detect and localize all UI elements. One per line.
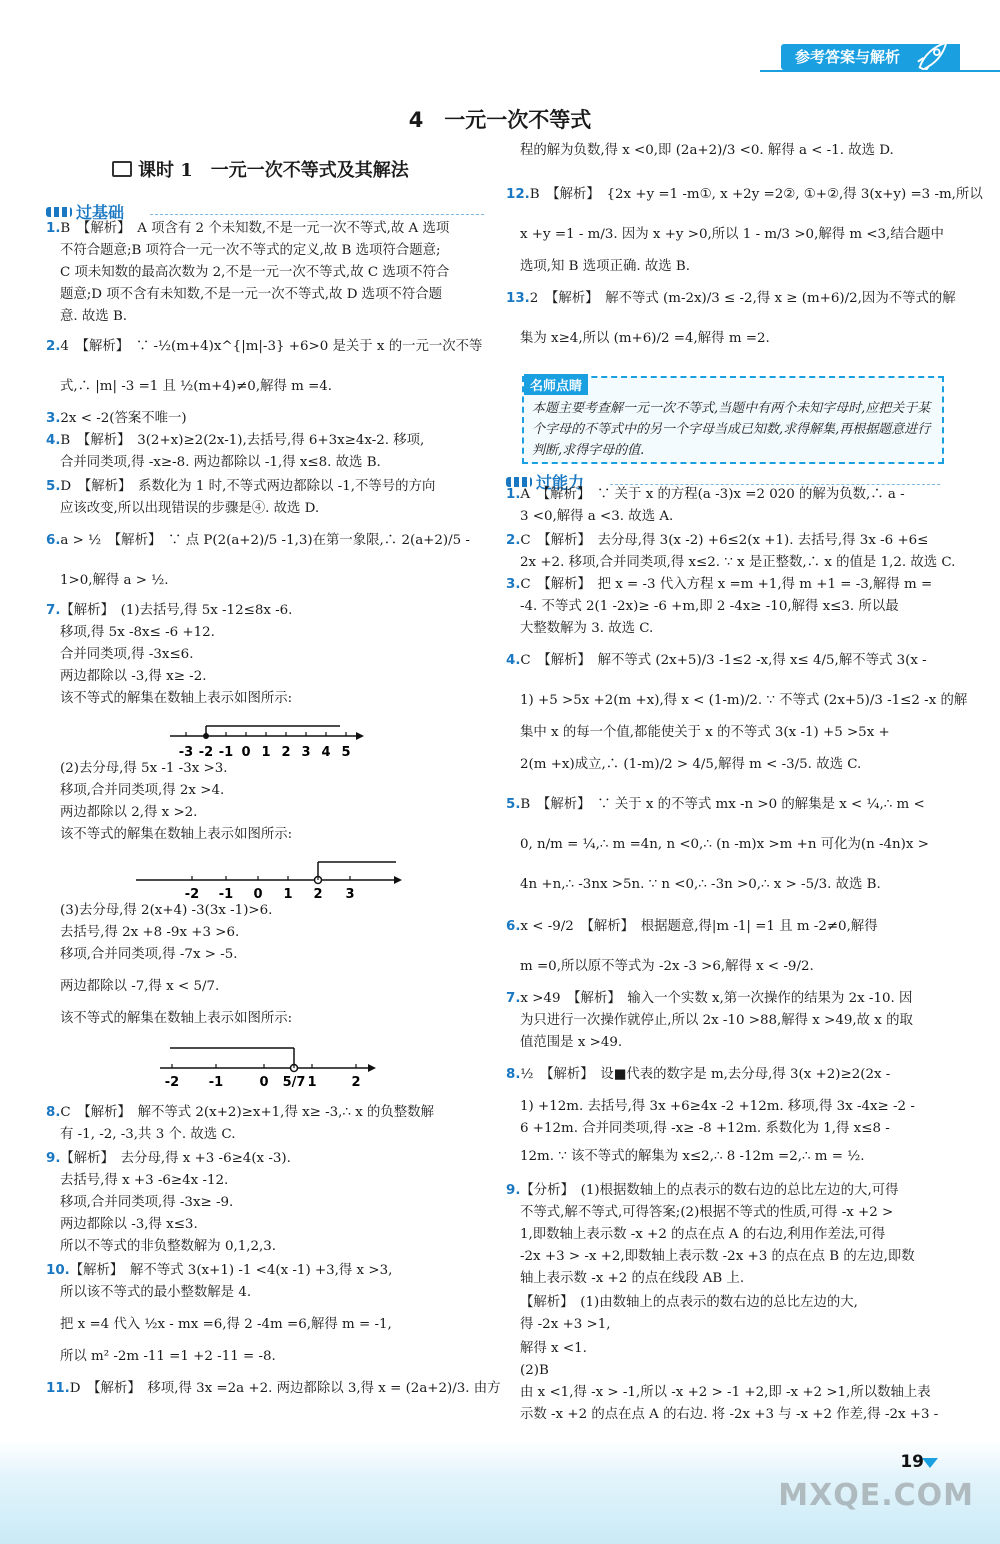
- axis-tick-label: 1: [261, 745, 271, 760]
- answer-line: [46, 218, 449, 240]
- question-number: 10.: [46, 1263, 70, 1278]
- answer-text: 【解析】 解不等式 3(x+1) -1 <4(x -1) +3,得 x >3,: [69, 1263, 393, 1278]
- axis-tick-label: 1: [307, 1075, 317, 1090]
- answer-line: [506, 224, 944, 246]
- answer-text: 值范围是 x >49.: [520, 1035, 623, 1050]
- axis-tick-label: 2: [313, 887, 323, 902]
- question-number: 4.: [506, 653, 521, 668]
- question-number: 9.: [506, 1183, 521, 1198]
- answer-text: 1>0,解得 a > ½.: [60, 573, 169, 588]
- answer-line: [506, 596, 899, 618]
- answer-text: 2 【解析】 解不等式 (m-2x)/3 ≤ -2,得 x ≥ (m+6)/2,因为不等式的解: [529, 291, 956, 306]
- answer-text: 12m. ∵ 该不等式的解集为 x≤2,∴ 8 -12m =2,∴ m = ½.: [520, 1149, 865, 1164]
- answer-line: [506, 690, 967, 712]
- answer-text: x >49 【解析】 输入一个实数 x,第一次操作的结果为 2x -10. 因: [520, 991, 913, 1006]
- answer-text: 两边都除以 2,得 x >2.: [60, 805, 198, 820]
- answer-text: 得 -2x +3 >1,: [520, 1317, 611, 1332]
- axis-tick-label: 0: [259, 1075, 269, 1090]
- answer-text: 移项,得 5x -8x≤ -6 +12.: [60, 625, 215, 640]
- rocket-icon: [914, 38, 952, 74]
- answer-text: 不等式,解不等式,可得答案;(2)根据不等式的性质,可得 -x +2 >: [520, 1205, 894, 1220]
- answer-line: [506, 1032, 622, 1054]
- answer-line: [506, 874, 881, 896]
- answer-text: D 【解析】 移项,得 3x =2a +2. 两边都除以 3,得 x = (2a+2)/3. 由方: [69, 1381, 501, 1396]
- answer-text: 2x +2. 移项,合并同类项,得 x≤2. ∵ x 是正整数,∴ x 的值是 1,2. 故选 C.: [520, 555, 956, 570]
- answer-text: 该不等式的解集在数轴上表示如图所示:: [60, 1011, 293, 1026]
- answer-text: C 【解析】 去分母,得 3(x -2) +6≤2(x +1). 去括号,得 3x -6 +6≤: [520, 533, 929, 548]
- answer-line: [46, 408, 187, 430]
- answer-line: [46, 622, 215, 644]
- tip-text: 本题主要考查解一元一次不等式,当题中有两个未知字母时,应把关于某个字母的不等式中的另一个字母当成已知数,求得解集,再根据题意进行判断,求得字母的值.: [532, 401, 931, 458]
- answer-text: 程的解为负数,得 x <0,即 (2a+2)/3 <0. 解得 a < -1. 故选 D.: [520, 143, 894, 158]
- axis-tick-label: 0: [253, 887, 263, 902]
- answer-text: (2)去分母,得 5x -1 -3x >3.: [60, 761, 228, 776]
- axis-tick-label: 2: [351, 1075, 361, 1090]
- answer-line: [46, 430, 424, 452]
- answer-line: [46, 1214, 198, 1236]
- answer-line: [506, 650, 927, 672]
- axis-tick-label: -2: [198, 745, 214, 760]
- answer-line: [46, 476, 435, 498]
- question-number: 6.: [46, 533, 61, 548]
- answer-line: [46, 1282, 251, 1304]
- answer-line: [506, 834, 929, 856]
- answer-line: [506, 140, 894, 162]
- answer-line: [46, 644, 193, 666]
- answer-line: [506, 1146, 864, 1168]
- question-number: 8.: [506, 1067, 521, 1082]
- answer-line: [46, 688, 292, 710]
- number-line-1: [170, 722, 370, 764]
- answer-line: [506, 1292, 858, 1314]
- answer-line: [46, 498, 319, 520]
- answer-text: 大整数解为 3. 故选 C.: [520, 621, 654, 636]
- answer-text: 所以该不等式的最小整数解是 4.: [60, 1285, 252, 1300]
- header-tab: [781, 44, 960, 70]
- answer-text: 式,∴ |m| -3 =1 且 ½(m+4)≠0,解得 m =4.: [60, 379, 333, 394]
- answer-text: D 【解析】 系数化为 1 时,不等式两边都除以 -1,不等号的方向: [60, 479, 436, 494]
- answer-line: [506, 328, 770, 350]
- answer-line: [506, 754, 861, 776]
- answer-text: 4n +n,∴ -3nx >5n. ∵ n <0,∴ -3n >0,∴ x > -5/3. 故选 B.: [520, 877, 881, 892]
- answer-text: 1) +12m. 去括号,得 3x +6≥4x -2 +12m. 移项,得 3x -4x≥ -2 -: [520, 1099, 915, 1114]
- answer-text: 不符合题意;B 项符合一元一次不等式的定义,故 B 选项符合题意;: [60, 243, 441, 258]
- number-line-2: [136, 858, 406, 904]
- answer-line: [46, 600, 292, 622]
- answer-text: 集为 x≥4,所以 (m+6)/2 =4,解得 m =2.: [520, 331, 770, 346]
- answer-line: [46, 1378, 501, 1400]
- header-tab-label: 参考答案与解析: [794, 48, 900, 66]
- answer-text: 6 +12m. 合并同类项,得 -x≥ -8 +12m. 系数化为 1,得 x≤8 -: [520, 1121, 890, 1136]
- answer-text: 0, n/m = ¼,∴ m =4n, n <0,∴ (n -m)x >m +n 可化为(n -4n)x >: [520, 837, 929, 852]
- section-ability-label: 过能力: [536, 473, 585, 492]
- answer-line: [506, 1180, 898, 1202]
- question-number: 11.: [46, 1381, 70, 1396]
- answer-line: [46, 780, 224, 802]
- answer-line: [46, 1192, 233, 1214]
- answer-text: (2)B: [520, 1363, 549, 1378]
- waves-icon: [46, 207, 72, 217]
- axis-tick-label: -1: [218, 745, 234, 760]
- watermark: MXQE.COM: [778, 1478, 974, 1513]
- answer-line: [46, 530, 470, 552]
- answer-line: [46, 1314, 392, 1336]
- answer-text: 【分析】 (1)根据数轴上的点表示的数右边的总比左边的大,可得: [520, 1183, 899, 1198]
- answer-line: [46, 376, 332, 398]
- page-number: 19: [900, 1452, 924, 1472]
- axis-tick-label: 0: [241, 745, 251, 760]
- answer-text: B 【解析】 3(2+x)≥2(2x-1),去括号,得 6+3x≥4x-2. 移项,: [60, 433, 425, 448]
- axis-tick-label: -2: [164, 1075, 180, 1090]
- question-number: 12.: [506, 187, 530, 202]
- answer-line: [46, 944, 238, 966]
- header-divider: [760, 70, 1000, 72]
- question-number: 7.: [46, 603, 61, 618]
- book-icon: [112, 161, 132, 177]
- axis-tick-label: -3: [178, 745, 194, 760]
- answer-line: [46, 666, 207, 688]
- answer-text: 意. 故选 B.: [60, 309, 128, 324]
- question-number: 7.: [506, 991, 521, 1006]
- answer-line: [506, 1064, 890, 1086]
- answer-line: [46, 922, 239, 944]
- answer-text: 移项,合并同类项,得 -7x > -5.: [60, 947, 238, 962]
- answer-text: 【解析】 去分母,得 x +3 -6≥4(x -3).: [60, 1151, 291, 1166]
- answer-text: ½ 【解析】 设■代表的数字是 m,去分母,得 3(x +2)≥2(2x -: [520, 1067, 891, 1082]
- answer-line: [506, 1268, 744, 1290]
- answer-text: m =0,所以原不等式为 -2x -3 >6,解得 x < -9/2.: [520, 959, 814, 974]
- answer-line: [46, 1236, 276, 1258]
- answer-line: [506, 552, 955, 574]
- answer-text: 集中 x 的每一个值,都能使关于 x 的不等式 3(x -1) +5 >5x +: [520, 725, 890, 740]
- answer-text: C 【解析】 解不等式 (2x+5)/3 -1≤2 -x,得 x≤ 4/5,解不等式 3(x -: [520, 653, 927, 668]
- answer-line: [506, 1202, 893, 1224]
- answer-text: 去括号,得 x +3 -6≥4x -12.: [60, 1173, 229, 1188]
- answer-text: 1,即数轴上表示数 -x +2 的点在点 A 的右边,利用作差法,可得: [520, 1227, 886, 1242]
- answer-line: [506, 1338, 587, 1360]
- answer-text: a > ½ 【解析】 ∵ 点 P(2(a+2)/5 -1,3)在第一象限,∴ 2(a+2)/5 -: [60, 533, 470, 548]
- answer-text: B 【解析】 ∵ 关于 x 的不等式 mx -n >0 的解集是 x < ¼,∴ m <: [520, 797, 925, 812]
- axis-tick-label: 3: [345, 887, 355, 902]
- answer-line: [46, 570, 169, 592]
- answer-line: [46, 1170, 228, 1192]
- question-number: 4.: [46, 433, 61, 448]
- question-number: 5.: [46, 479, 61, 494]
- answer-text: 所以 m² -2m -11 =1 +2 -11 = -8.: [60, 1349, 276, 1364]
- answer-line: [506, 1118, 890, 1140]
- answer-line: [46, 1260, 392, 1282]
- question-number: 3.: [46, 411, 61, 426]
- answer-line: [506, 1010, 913, 1032]
- answer-line: [46, 262, 449, 284]
- axis-tick-label: 3: [301, 745, 311, 760]
- answer-line: [46, 452, 381, 474]
- answer-text: 移项,合并同类项,得 2x >4.: [60, 783, 225, 798]
- answer-line: [506, 1382, 931, 1404]
- answer-text: 3 <0,解得 a <3. 故选 A.: [520, 509, 674, 524]
- question-number: 9.: [46, 1151, 61, 1166]
- axis-tick-label: -1: [218, 887, 234, 902]
- answer-line: [506, 1404, 938, 1426]
- answer-text: x +y =1 - m/3. 因为 x +y >0,所以 1 - m/3 >0,解得 m <3,结合题中: [520, 227, 944, 242]
- answer-line: [46, 306, 127, 328]
- answer-line: [46, 1148, 291, 1170]
- axis-tick-label: 5: [341, 745, 351, 760]
- answer-line: [506, 1246, 915, 1268]
- answer-line: [46, 336, 482, 358]
- answer-line: [506, 916, 878, 938]
- page-triangle-icon: [922, 1458, 938, 1468]
- answer-line: [506, 1224, 885, 1246]
- answer-text: 为只进行一次操作就停止,所以 2x -10 >88,解得 x >49,故 x 的取: [520, 1013, 913, 1028]
- answer-text: 该不等式的解集在数轴上表示如图所示:: [60, 691, 293, 706]
- axis-tick-label: -2: [184, 887, 200, 902]
- question-number: 6.: [506, 919, 521, 934]
- lesson-title-text: 课时 1 一元一次不等式及其解法: [138, 160, 409, 181]
- axis-tick-label: 5/7: [282, 1075, 306, 1090]
- answer-line: [506, 506, 673, 528]
- answer-text: 两边都除以 -3,得 x≥ -2.: [60, 669, 207, 684]
- answer-text: A 【解析】 ∵ 关于 x 的方程(a -3)x =2 020 的解为负数,∴ a -: [520, 487, 905, 502]
- answer-line: [506, 1314, 611, 1336]
- axis-tick-label: 4: [321, 745, 331, 760]
- answer-line: [506, 722, 890, 744]
- answer-text: C 项未知数的最高次数为 2,不是一元一次不等式,故 C 选项不符合: [60, 265, 450, 280]
- section-title: 4 一元一次不等式: [408, 108, 592, 132]
- answer-line: [506, 988, 912, 1010]
- answer-line: [46, 240, 441, 262]
- answer-text: 题意;D 项不含有未知数,不是一元一次不等式,故 D 选项不符合题: [60, 287, 443, 302]
- answer-text: 选项,知 B 选项正确. 故选 B.: [520, 259, 690, 274]
- answer-text: B 【解析】 A 项含有 2 个未知数,不是一元一次不等式,故 A 选项: [60, 221, 450, 236]
- answer-text: 两边都除以 -3,得 x≤3.: [60, 1217, 198, 1232]
- answer-text: 4 【解析】 ∵ -½(m+4)x^{|m|-3} +6>0 是关于 x 的一元一次不等: [60, 339, 483, 354]
- answer-text: 有 -1, -2, -3,共 3 个. 故选 C.: [60, 1127, 236, 1142]
- answer-line: [46, 1008, 292, 1030]
- answer-text: 【解析】 (1)去括号,得 5x -12≤8x -6.: [60, 603, 293, 618]
- answer-text: 应该改变,所以出现错误的步骤是④. 故选 D.: [60, 501, 320, 516]
- answer-text: C 【解析】 解不等式 2(x+2)≥x+1,得 x≥ -3,∴ x 的负整数解: [60, 1105, 434, 1120]
- answer-line: [506, 956, 814, 978]
- answer-text: 合并同类项,得 -3x≤6.: [60, 647, 194, 662]
- answer-text: 两边都除以 -7,得 x < 5/7.: [60, 979, 220, 994]
- answer-line: [46, 1346, 276, 1368]
- tip-label: 名师点睛: [524, 374, 588, 395]
- answer-text: 由 x <1,得 -x > -1,所以 -x +2 > -1 +2,即 -x +2 >1,所以数轴上表: [520, 1385, 931, 1400]
- question-number: 1.: [506, 487, 521, 502]
- section-basic-rule: [150, 214, 484, 215]
- question-number: 2.: [46, 339, 61, 354]
- answer-line: [506, 484, 905, 506]
- answer-text: -2x +3 > -x +2,即数轴上表示数 -2x +3 的点在点 B 的左边,即数: [520, 1249, 915, 1264]
- answer-text: 所以不等式的非负整数解为 0,1,2,3.: [60, 1239, 277, 1254]
- axis-tick-label: 2: [281, 745, 291, 760]
- question-number: 5.: [506, 797, 521, 812]
- section-basic-label: 过基础: [76, 203, 125, 222]
- answer-text: 合并同类项,得 -x≥-8. 两边都除以 -1,得 x≤8. 故选 B.: [60, 455, 381, 470]
- answer-text: 1) +5 >5x +2(m +x),得 x < (1-m)/2. ∵ 不等式 (2x+5)/3 -1≤2 -x 的解: [520, 693, 968, 708]
- question-number: 13.: [506, 291, 530, 306]
- lesson-title: [112, 156, 409, 182]
- answer-line: [46, 824, 292, 846]
- answer-line: [46, 976, 219, 998]
- answer-text: C 【解析】 把 x = -3 代入方程 x =m +1,得 m +1 = -3,解得 m =: [520, 577, 933, 592]
- question-number: 8.: [46, 1105, 61, 1120]
- answer-text: 解得 x <1.: [520, 1341, 587, 1356]
- question-number: 3.: [506, 577, 521, 592]
- number-line-3: [160, 1042, 380, 1106]
- answer-line: [506, 256, 690, 278]
- answer-text: 2(m +x)成立,∴ (1-m)/2 > 4/5,解得 m < -3/5. 故选 C.: [520, 757, 862, 772]
- answer-line: [46, 802, 197, 824]
- answer-text: x < -9/2 【解析】 根据题意,得|m -1| =1 且 m -2≠0,解得: [520, 919, 878, 934]
- answer-line: [506, 618, 653, 640]
- answer-text: 移项,合并同类项,得 -3x≥ -9.: [60, 1195, 234, 1210]
- answer-text: (3)去分母,得 2(x+4) -3(3x -1)>6.: [60, 903, 273, 918]
- answer-text: 示数 -x +2 的点在点 A 的右边. 将 -2x +3 与 -x +2 作差,得 -2x +3 -: [520, 1407, 939, 1422]
- answer-text: 2x < -2(答案不唯一): [60, 411, 187, 426]
- answer-text: 轴上表示数 -x +2 的点在线段 AB 上.: [520, 1271, 745, 1286]
- answer-text: 去括号,得 2x +8 -9x +3 >6.: [60, 925, 240, 940]
- answer-line: [506, 794, 925, 816]
- answer-text: -4. 不等式 2(1 -2x)≥ -6 +m,即 2 -4x≥ -10,解得 x≤3. 所以最: [520, 599, 899, 614]
- answer-text: 该不等式的解集在数轴上表示如图所示:: [60, 827, 293, 842]
- answer-line: [506, 530, 928, 552]
- answer-line: [506, 184, 983, 206]
- answer-line: [506, 1360, 549, 1382]
- answer-line: [506, 574, 932, 596]
- answer-line: [46, 1124, 235, 1146]
- axis-tick-label: 1: [283, 887, 293, 902]
- answer-text: B 【解析】 {2x +y =1 -m①, x +2y =2②, ①+②,得 3(x+y) =3 -m,所以: [529, 187, 983, 202]
- answer-line: [46, 284, 442, 306]
- answer-text: 把 x =4 代入 ½x - mx =6,得 2 -4m =6,解得 m = -1,: [60, 1317, 392, 1332]
- answer-line: [506, 1096, 915, 1118]
- axis-tick-label: -1: [208, 1075, 224, 1090]
- question-number: 2.: [506, 533, 521, 548]
- answer-line: [506, 288, 956, 310]
- answer-text: 【解析】 (1)由数轴上的点表示的数右边的总比左边的大,: [520, 1295, 858, 1310]
- question-number: 1.: [46, 221, 61, 236]
